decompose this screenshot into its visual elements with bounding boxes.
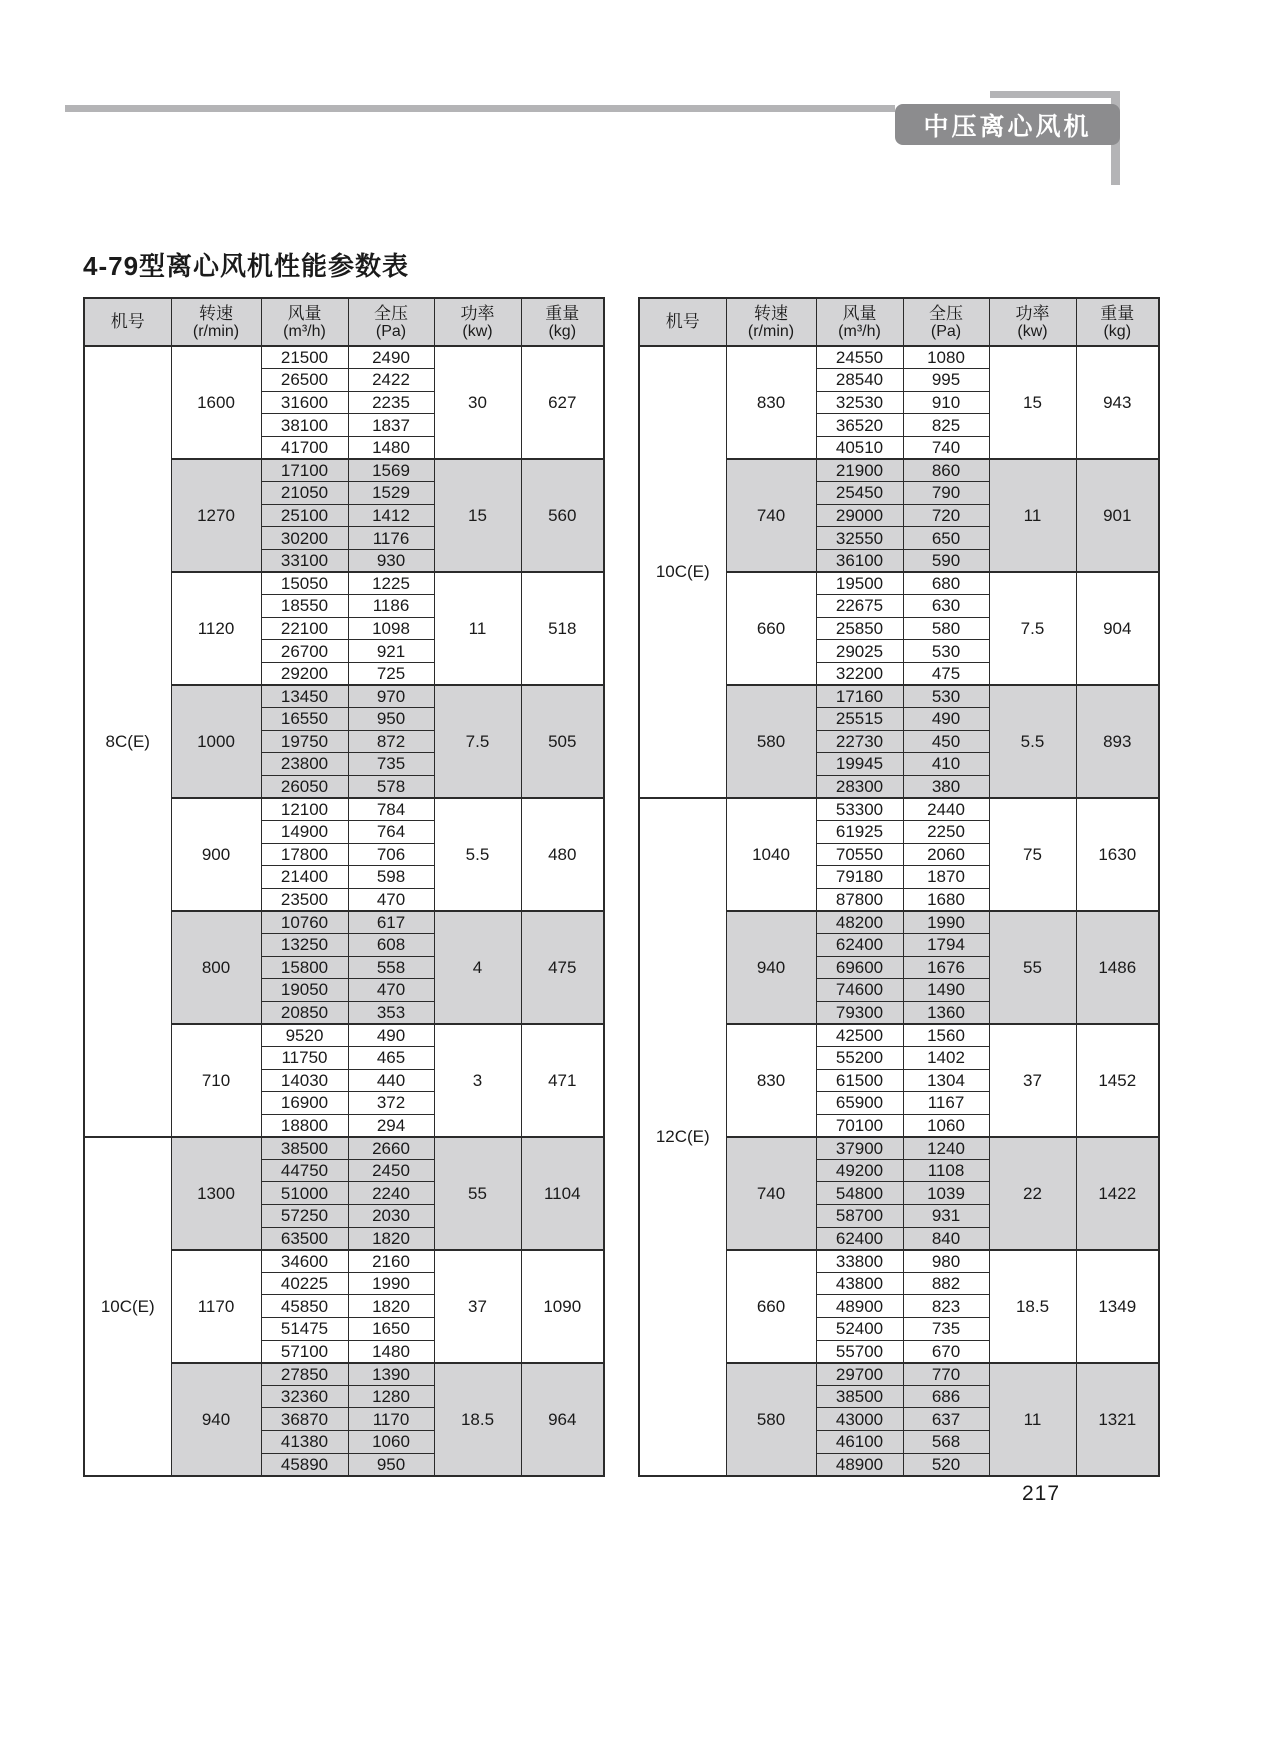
pressure-cell: 475 [903, 662, 989, 685]
flow-cell: 51000 [261, 1182, 348, 1205]
pressure-cell: 558 [348, 956, 434, 979]
model-cell: 10C(E) [639, 346, 726, 798]
pressure-cell: 670 [903, 1340, 989, 1363]
weight-cell: 505 [521, 685, 604, 798]
page-number: 217 [1022, 1482, 1061, 1505]
pressure-cell: 1390 [348, 1363, 434, 1386]
pressure-cell: 530 [903, 685, 989, 708]
pressure-cell: 910 [903, 391, 989, 414]
flow-cell: 41380 [261, 1431, 348, 1454]
flow-cell: 40510 [816, 436, 903, 459]
pressure-cell: 1167 [903, 1092, 989, 1115]
flow-cell: 32550 [816, 527, 903, 550]
pressure-cell: 372 [348, 1092, 434, 1115]
flow-cell: 53300 [816, 798, 903, 821]
fan-table-right-container [638, 297, 1160, 1477]
flow-cell: 12100 [261, 798, 348, 821]
pressure-cell: 440 [348, 1069, 434, 1092]
flow-cell: 61500 [816, 1069, 903, 1092]
pressure-cell: 823 [903, 1295, 989, 1318]
flow-cell: 11750 [261, 1046, 348, 1069]
flow-cell: 9520 [261, 1024, 348, 1047]
flow-cell: 29025 [816, 640, 903, 663]
weight-cell: 1349 [1076, 1250, 1159, 1363]
pressure-cell: 450 [903, 730, 989, 753]
pressure-cell: 2235 [348, 391, 434, 414]
pressure-cell: 1569 [348, 459, 434, 482]
flow-cell: 57250 [261, 1205, 348, 1228]
pressure-cell: 740 [903, 436, 989, 459]
flow-cell: 29000 [816, 504, 903, 527]
flow-cell: 29700 [816, 1363, 903, 1386]
pressure-cell: 860 [903, 459, 989, 482]
flow-cell: 14030 [261, 1069, 348, 1092]
flow-cell: 33100 [261, 549, 348, 572]
flow-cell: 28540 [816, 369, 903, 392]
weight-cell: 904 [1076, 572, 1159, 685]
speed-cell: 660 [726, 1250, 816, 1363]
pressure-cell: 735 [903, 1318, 989, 1341]
pressure-cell: 720 [903, 504, 989, 527]
pressure-cell: 825 [903, 414, 989, 437]
pressure-cell: 1402 [903, 1046, 989, 1069]
model-cell: 12C(E) [639, 798, 726, 1476]
pressure-cell: 294 [348, 1114, 434, 1137]
flow-cell: 15050 [261, 572, 348, 595]
flow-cell: 10760 [261, 911, 348, 934]
pressure-cell: 353 [348, 1001, 434, 1024]
flow-cell: 62400 [816, 1227, 903, 1250]
flow-cell: 42500 [816, 1024, 903, 1047]
power-cell: 22 [989, 1137, 1076, 1250]
speed-cell: 1170 [171, 1250, 261, 1363]
pressure-cell: 970 [348, 685, 434, 708]
pressure-cell: 2422 [348, 369, 434, 392]
pressure-cell: 2030 [348, 1205, 434, 1228]
pressure-cell: 580 [903, 617, 989, 640]
power-cell: 11 [989, 1363, 1076, 1476]
flow-cell: 33800 [816, 1250, 903, 1273]
column-header-model: 机号 [84, 298, 171, 346]
flow-cell: 23800 [261, 753, 348, 776]
flow-cell: 25850 [816, 617, 903, 640]
power-cell: 37 [434, 1250, 521, 1363]
flow-cell: 27850 [261, 1363, 348, 1386]
power-cell: 55 [989, 911, 1076, 1024]
pressure-cell: 790 [903, 482, 989, 505]
speed-cell: 1270 [171, 459, 261, 572]
flow-cell: 38500 [816, 1385, 903, 1408]
pressure-cell: 770 [903, 1363, 989, 1386]
pressure-cell: 1676 [903, 956, 989, 979]
flow-cell: 32530 [816, 391, 903, 414]
pressure-cell: 840 [903, 1227, 989, 1250]
flow-cell: 29200 [261, 662, 348, 685]
pressure-cell: 1650 [348, 1318, 434, 1341]
pressure-cell: 1870 [903, 866, 989, 889]
header-row [639, 298, 1159, 346]
speed-cell: 940 [726, 911, 816, 1024]
pressure-cell: 2250 [903, 820, 989, 843]
flow-cell: 20850 [261, 1001, 348, 1024]
pressure-cell: 1560 [903, 1024, 989, 1047]
power-cell: 75 [989, 798, 1076, 911]
flow-cell: 55200 [816, 1046, 903, 1069]
flow-cell: 31600 [261, 391, 348, 414]
pressure-cell: 784 [348, 798, 434, 821]
speed-cell: 900 [171, 798, 261, 911]
pressure-cell: 1412 [348, 504, 434, 527]
weight-cell: 1486 [1076, 911, 1159, 1024]
column-header-power: 功率 (kw) [434, 298, 521, 346]
table-row [639, 346, 1159, 369]
weight-cell: 1104 [521, 1137, 604, 1250]
flow-cell: 13450 [261, 685, 348, 708]
flow-cell: 21500 [261, 346, 348, 369]
flow-cell: 13250 [261, 933, 348, 956]
pressure-cell: 1837 [348, 414, 434, 437]
column-header-power: 功率 (kw) [989, 298, 1076, 346]
flow-cell: 19750 [261, 730, 348, 753]
weight-cell: 480 [521, 798, 604, 911]
pressure-cell: 590 [903, 549, 989, 572]
model-cell: 10C(E) [84, 1137, 171, 1476]
pressure-cell: 1820 [348, 1295, 434, 1318]
weight-cell: 1452 [1076, 1024, 1159, 1137]
speed-cell: 800 [171, 911, 261, 1024]
pressure-cell: 578 [348, 775, 434, 798]
speed-cell: 830 [726, 346, 816, 459]
pressure-cell: 686 [903, 1385, 989, 1408]
pressure-cell: 1170 [348, 1408, 434, 1431]
flow-cell: 43000 [816, 1408, 903, 1431]
flow-cell: 51475 [261, 1318, 348, 1341]
power-cell: 7.5 [434, 685, 521, 798]
pressure-cell: 872 [348, 730, 434, 753]
speed-cell: 1000 [171, 685, 261, 798]
flow-cell: 36100 [816, 549, 903, 572]
weight-cell: 560 [521, 459, 604, 572]
flow-cell: 74600 [816, 979, 903, 1002]
pressure-cell: 980 [903, 1250, 989, 1273]
pressure-cell: 470 [348, 979, 434, 1002]
flow-cell: 32360 [261, 1385, 348, 1408]
flow-cell: 19945 [816, 753, 903, 776]
pressure-cell: 1060 [903, 1114, 989, 1137]
weight-cell: 1321 [1076, 1363, 1159, 1476]
pressure-cell: 1080 [903, 346, 989, 369]
pressure-cell: 2660 [348, 1137, 434, 1160]
pressure-cell: 2440 [903, 798, 989, 821]
flow-cell: 34600 [261, 1250, 348, 1273]
flow-cell: 87800 [816, 888, 903, 911]
speed-cell: 940 [171, 1363, 261, 1476]
flow-cell: 36870 [261, 1408, 348, 1431]
column-header-weight: 重量 (kg) [1076, 298, 1159, 346]
power-cell: 30 [434, 346, 521, 459]
pressure-cell: 1108 [903, 1159, 989, 1182]
pressure-cell: 1304 [903, 1069, 989, 1092]
speed-cell: 1120 [171, 572, 261, 685]
flow-cell: 32200 [816, 662, 903, 685]
flow-cell: 37900 [816, 1137, 903, 1160]
flow-cell: 70550 [816, 843, 903, 866]
fan-table-left [83, 297, 605, 1477]
flow-cell: 22730 [816, 730, 903, 753]
pressure-cell: 921 [348, 640, 434, 663]
column-header-speed: 转速 (r/min) [726, 298, 816, 346]
pressure-cell: 1039 [903, 1182, 989, 1205]
pressure-cell: 617 [348, 911, 434, 934]
speed-cell: 660 [726, 572, 816, 685]
flow-cell: 48900 [816, 1295, 903, 1318]
flow-cell: 69600 [816, 956, 903, 979]
pressure-cell: 1060 [348, 1431, 434, 1454]
column-header-speed: 转速 (r/min) [171, 298, 261, 346]
power-cell: 7.5 [989, 572, 1076, 685]
pressure-cell: 1098 [348, 617, 434, 640]
flow-cell: 25100 [261, 504, 348, 527]
pressure-cell: 650 [903, 527, 989, 550]
pressure-cell: 764 [348, 820, 434, 843]
pressure-cell: 410 [903, 753, 989, 776]
fan-table-left-container [83, 297, 605, 1477]
speed-cell: 1300 [171, 1137, 261, 1250]
pressure-cell: 1240 [903, 1137, 989, 1160]
pressure-cell: 931 [903, 1205, 989, 1228]
pressure-cell: 950 [348, 708, 434, 731]
fan-table-right [638, 297, 1160, 1477]
pressure-cell: 490 [903, 708, 989, 731]
pressure-cell: 490 [348, 1024, 434, 1047]
flow-cell: 63500 [261, 1227, 348, 1250]
flow-cell: 43800 [816, 1272, 903, 1295]
flow-cell: 46100 [816, 1431, 903, 1454]
pressure-cell: 465 [348, 1046, 434, 1069]
flow-cell: 19500 [816, 572, 903, 595]
pressure-cell: 930 [348, 549, 434, 572]
pressure-cell: 1990 [903, 911, 989, 934]
flow-cell: 79180 [816, 866, 903, 889]
weight-cell: 627 [521, 346, 604, 459]
pressure-cell: 2450 [348, 1159, 434, 1182]
flow-cell: 18550 [261, 595, 348, 618]
flow-cell: 16900 [261, 1092, 348, 1115]
pressure-cell: 1186 [348, 595, 434, 618]
flow-cell: 45890 [261, 1453, 348, 1476]
pressure-cell: 1480 [348, 436, 434, 459]
power-cell: 15 [989, 346, 1076, 459]
flow-cell: 21050 [261, 482, 348, 505]
pressure-cell: 568 [903, 1431, 989, 1454]
flow-cell: 25450 [816, 482, 903, 505]
pressure-cell: 2490 [348, 346, 434, 369]
flow-cell: 14900 [261, 820, 348, 843]
power-cell: 11 [989, 459, 1076, 572]
power-cell: 3 [434, 1024, 521, 1137]
table-row [639, 798, 1159, 821]
weight-cell: 1422 [1076, 1137, 1159, 1250]
pressure-cell: 470 [348, 888, 434, 911]
pressure-cell: 630 [903, 595, 989, 618]
pressure-cell: 2160 [348, 1250, 434, 1273]
pressure-cell: 1360 [903, 1001, 989, 1024]
flow-cell: 57100 [261, 1340, 348, 1363]
column-header-weight: 重量 (kg) [521, 298, 604, 346]
power-cell: 4 [434, 911, 521, 1024]
flow-cell: 40225 [261, 1272, 348, 1295]
flow-cell: 26500 [261, 369, 348, 392]
speed-cell: 740 [726, 459, 816, 572]
weight-cell: 475 [521, 911, 604, 1024]
pressure-cell: 1820 [348, 1227, 434, 1250]
flow-cell: 58700 [816, 1205, 903, 1228]
flow-cell: 28300 [816, 775, 903, 798]
column-header-pressure: 全压 (Pa) [348, 298, 434, 346]
flow-cell: 21900 [816, 459, 903, 482]
flow-cell: 48200 [816, 911, 903, 934]
power-cell: 37 [989, 1024, 1076, 1137]
flow-cell: 48900 [816, 1453, 903, 1476]
pressure-cell: 1280 [348, 1385, 434, 1408]
column-header-flow: 风量 (m³/h) [816, 298, 903, 346]
flow-cell: 23500 [261, 888, 348, 911]
flow-cell: 36520 [816, 414, 903, 437]
flow-cell: 52400 [816, 1318, 903, 1341]
speed-cell: 740 [726, 1137, 816, 1250]
pressure-cell: 1794 [903, 933, 989, 956]
weight-cell: 1090 [521, 1250, 604, 1363]
page-title: 4-79型离心风机性能参数表 [83, 251, 410, 281]
pressure-cell: 706 [348, 843, 434, 866]
power-cell: 5.5 [434, 798, 521, 911]
pressure-cell: 380 [903, 775, 989, 798]
flow-cell: 25515 [816, 708, 903, 731]
flow-cell: 70100 [816, 1114, 903, 1137]
pressure-cell: 530 [903, 640, 989, 663]
speed-cell: 830 [726, 1024, 816, 1137]
pressure-cell: 2240 [348, 1182, 434, 1205]
pressure-cell: 608 [348, 933, 434, 956]
flow-cell: 38100 [261, 414, 348, 437]
column-header-pressure: 全压 (Pa) [903, 298, 989, 346]
column-header-model: 机号 [639, 298, 726, 346]
flow-cell: 26700 [261, 640, 348, 663]
flow-cell: 24550 [816, 346, 903, 369]
speed-cell: 710 [171, 1024, 261, 1137]
speed-cell: 1040 [726, 798, 816, 911]
pressure-cell: 637 [903, 1408, 989, 1431]
power-cell: 18.5 [434, 1363, 521, 1476]
power-cell: 18.5 [989, 1250, 1076, 1363]
flow-cell: 54800 [816, 1182, 903, 1205]
pressure-cell: 725 [348, 662, 434, 685]
flow-cell: 17800 [261, 843, 348, 866]
flow-cell: 26050 [261, 775, 348, 798]
flow-cell: 22675 [816, 595, 903, 618]
weight-cell: 964 [521, 1363, 604, 1476]
pressure-cell: 882 [903, 1272, 989, 1295]
flow-cell: 21400 [261, 866, 348, 889]
power-cell: 55 [434, 1137, 521, 1250]
pressure-cell: 1680 [903, 888, 989, 911]
table-row [84, 346, 604, 369]
flow-cell: 17160 [816, 685, 903, 708]
flow-cell: 17100 [261, 459, 348, 482]
pressure-cell: 598 [348, 866, 434, 889]
weight-cell: 518 [521, 572, 604, 685]
table-row [84, 1137, 604, 1160]
pressure-cell: 1225 [348, 572, 434, 595]
flow-cell: 16550 [261, 708, 348, 731]
flow-cell: 49200 [816, 1159, 903, 1182]
flow-cell: 65900 [816, 1092, 903, 1115]
power-cell: 11 [434, 572, 521, 685]
pressure-cell: 1176 [348, 527, 434, 550]
weight-cell: 901 [1076, 459, 1159, 572]
flow-cell: 44750 [261, 1159, 348, 1182]
pressure-cell: 2060 [903, 843, 989, 866]
pressure-cell: 1529 [348, 482, 434, 505]
flow-cell: 18800 [261, 1114, 348, 1137]
pressure-cell: 1490 [903, 979, 989, 1002]
weight-cell: 893 [1076, 685, 1159, 798]
pressure-cell: 520 [903, 1453, 989, 1476]
pressure-cell: 735 [348, 753, 434, 776]
header-row [84, 298, 604, 346]
pressure-cell: 680 [903, 572, 989, 595]
flow-cell: 19050 [261, 979, 348, 1002]
weight-cell: 471 [521, 1024, 604, 1137]
flow-cell: 79300 [816, 1001, 903, 1024]
flow-cell: 62400 [816, 933, 903, 956]
speed-cell: 580 [726, 1363, 816, 1476]
flow-cell: 41700 [261, 436, 348, 459]
pressure-cell: 1480 [348, 1340, 434, 1363]
flow-cell: 15800 [261, 956, 348, 979]
flow-cell: 61925 [816, 820, 903, 843]
weight-cell: 943 [1076, 346, 1159, 459]
power-cell: 5.5 [989, 685, 1076, 798]
model-cell: 8C(E) [84, 346, 171, 1137]
flow-cell: 38500 [261, 1137, 348, 1160]
flow-cell: 30200 [261, 527, 348, 550]
header-rule [65, 105, 895, 112]
flow-cell: 55700 [816, 1340, 903, 1363]
pressure-cell: 1990 [348, 1272, 434, 1295]
speed-cell: 580 [726, 685, 816, 798]
pressure-cell: 950 [348, 1453, 434, 1476]
header-corner-bar-top [990, 91, 1120, 98]
flow-cell: 45850 [261, 1295, 348, 1318]
column-header-flow: 风量 (m³/h) [261, 298, 348, 346]
power-cell: 15 [434, 459, 521, 572]
weight-cell: 1630 [1076, 798, 1159, 911]
speed-cell: 1600 [171, 346, 261, 459]
flow-cell: 22100 [261, 617, 348, 640]
section-banner: 中压离心风机 [895, 104, 1120, 145]
pressure-cell: 995 [903, 369, 989, 392]
